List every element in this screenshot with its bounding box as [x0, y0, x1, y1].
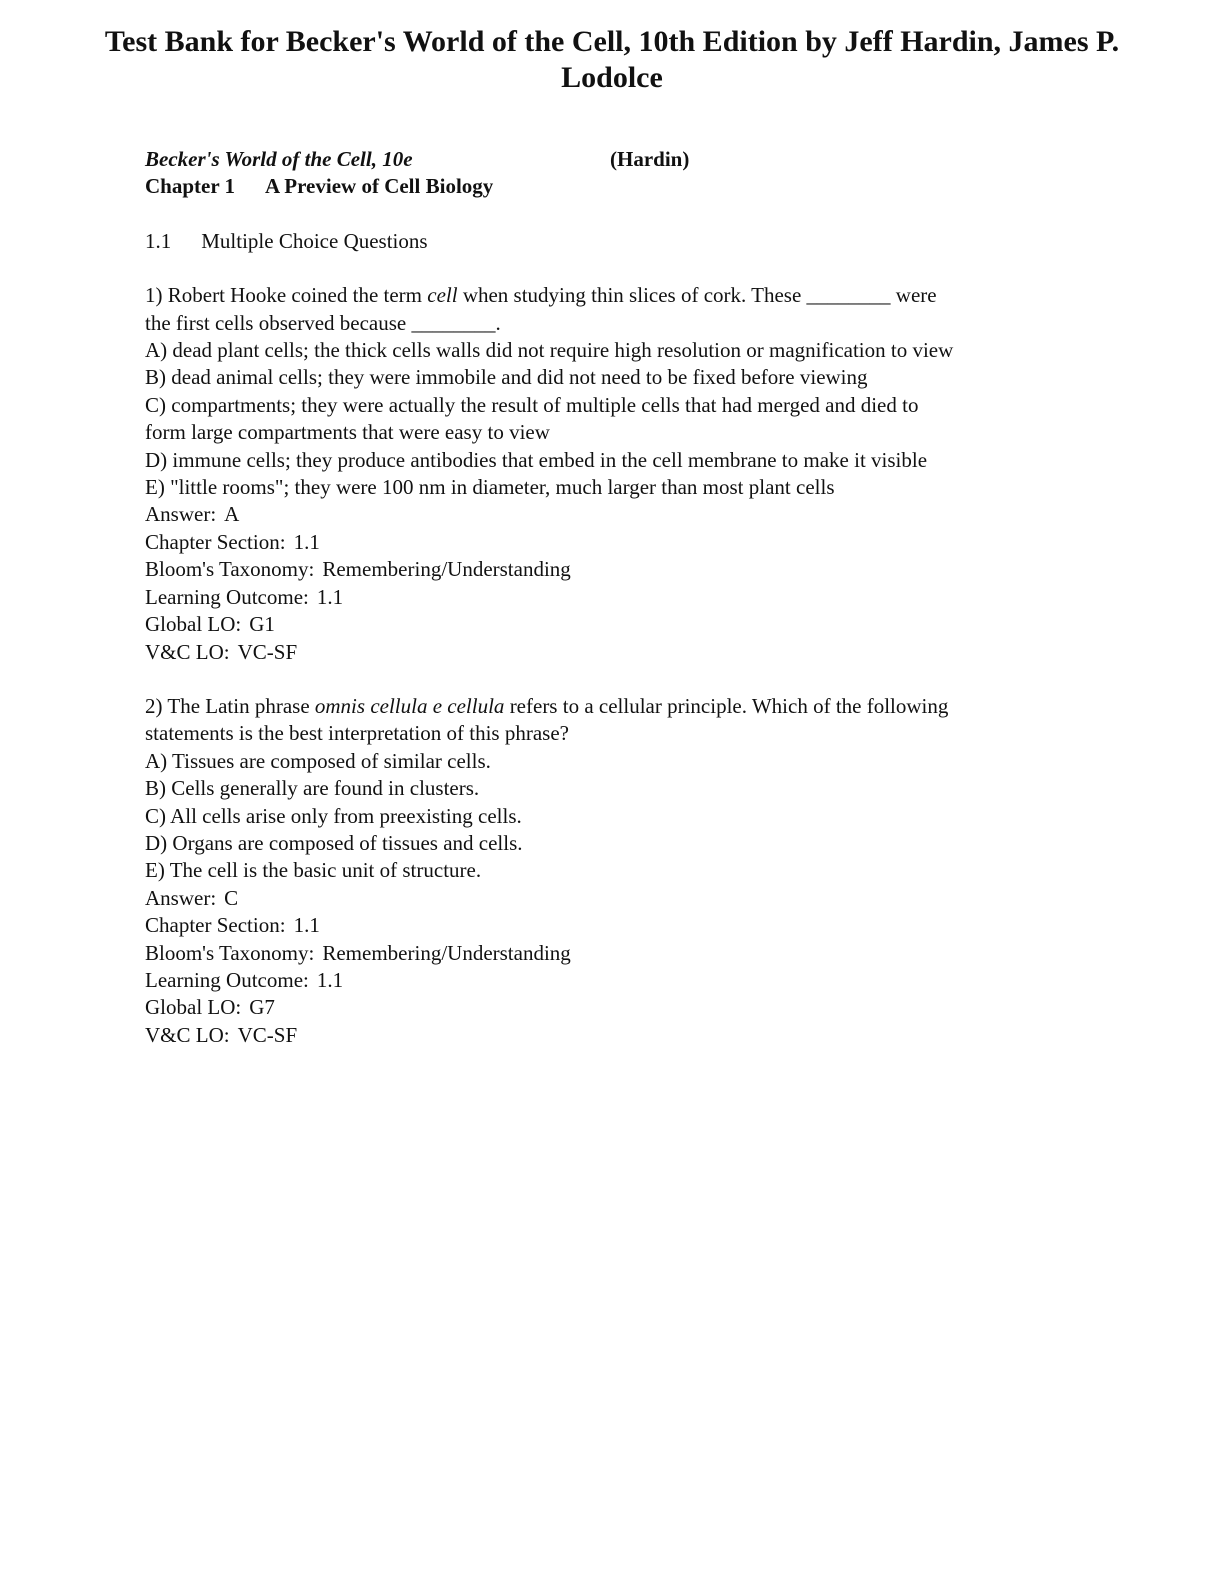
page-content — [145, 146, 1085, 1049]
global-lo-meta: Global LO: G7 — [145, 995, 275, 1020]
italic-term: omnis cellula e cellula — [314, 693, 505, 718]
chapter-section-meta: Chapter Section: 1.1 — [145, 913, 320, 938]
learning-outcome-meta: Learning Outcome: 1.1 — [145, 584, 344, 609]
document-title — [40, 24, 1184, 96]
chapter-name: A Preview of Cell Biology — [265, 174, 494, 199]
answer-option: A) Tissues are composed of similar cells. — [145, 748, 491, 773]
answer-key: Answer: C — [145, 885, 239, 910]
document-title-line-2: Lodolce — [561, 61, 663, 94]
vc-lo-meta: V&C LO: VC-SF — [145, 1022, 298, 1047]
answer-option: D) immune cells; they produce antibodies that embed in the cell membrane to make it visible — [145, 447, 928, 472]
question-stem-line: 1) Robert Hooke coined the term cell when studying thin slices of cork. These ________ were — [145, 283, 937, 308]
answer-option: E) "little rooms"; they were 100 nm in diameter, much larger than most plant cells — [145, 475, 835, 500]
answer-option: C) All cells arise only from preexisting cells. — [145, 803, 522, 828]
answer-key: Answer: A — [145, 502, 240, 527]
section-number: 1.1 — [145, 228, 172, 253]
question-stem-line: the first cells observed because ________. — [145, 310, 501, 335]
section-name: Multiple Choice Questions — [201, 228, 428, 253]
chapter-heading — [145, 173, 1085, 200]
chapter-section-meta: Chapter Section: 1.1 — [145, 529, 320, 554]
answer-option: C) compartments; they were actually the result of multiple cells that had merged and died to — [145, 392, 919, 417]
answer-option-continuation: form large compartments that were easy to view — [145, 420, 550, 445]
answer-option: E) The cell is the basic unit of structure. — [145, 858, 482, 883]
vc-lo-meta: V&C LO: VC-SF — [145, 639, 298, 664]
question-stem-line: 2) The Latin phrase omnis cellula e cellula refers to a cellular principle. Which of the following — [145, 693, 949, 718]
answer-option: B) Cells generally are found in clusters. — [145, 776, 480, 801]
book-title: Becker's World of the Cell, 10e — [145, 147, 413, 171]
blooms-taxonomy-meta: Bloom's Taxonomy: Remembering/Understanding — [145, 557, 571, 582]
italic-term: cell — [427, 283, 458, 308]
book-author: (Hardin) — [610, 147, 690, 171]
section-heading — [145, 228, 1085, 255]
blooms-taxonomy-meta: Bloom's Taxonomy: Remembering/Understanding — [145, 940, 571, 965]
document-title-line-1: Test Bank for Becker's World of the Cell, 10th Edition by Jeff Hardin, James P. — [104, 25, 1120, 58]
answer-option: D) Organs are composed of tissues and cells. — [145, 830, 523, 855]
chapter-label: Chapter 1 — [145, 174, 236, 199]
answer-option: B) dead animal cells; they were immobile and did not need to be fixed before viewing — [145, 365, 868, 390]
answer-option: A) dead plant cells; the thick cells walls did not require high resolution or magnification to view — [145, 338, 954, 363]
book-header — [145, 146, 1085, 173]
question-stem-line: statements is the best interpretation of this phrase? — [145, 721, 569, 746]
question-1 — [145, 282, 1085, 666]
global-lo-meta: Global LO: G1 — [145, 612, 275, 637]
question-2 — [145, 693, 1085, 1049]
learning-outcome-meta: Learning Outcome: 1.1 — [145, 967, 344, 992]
